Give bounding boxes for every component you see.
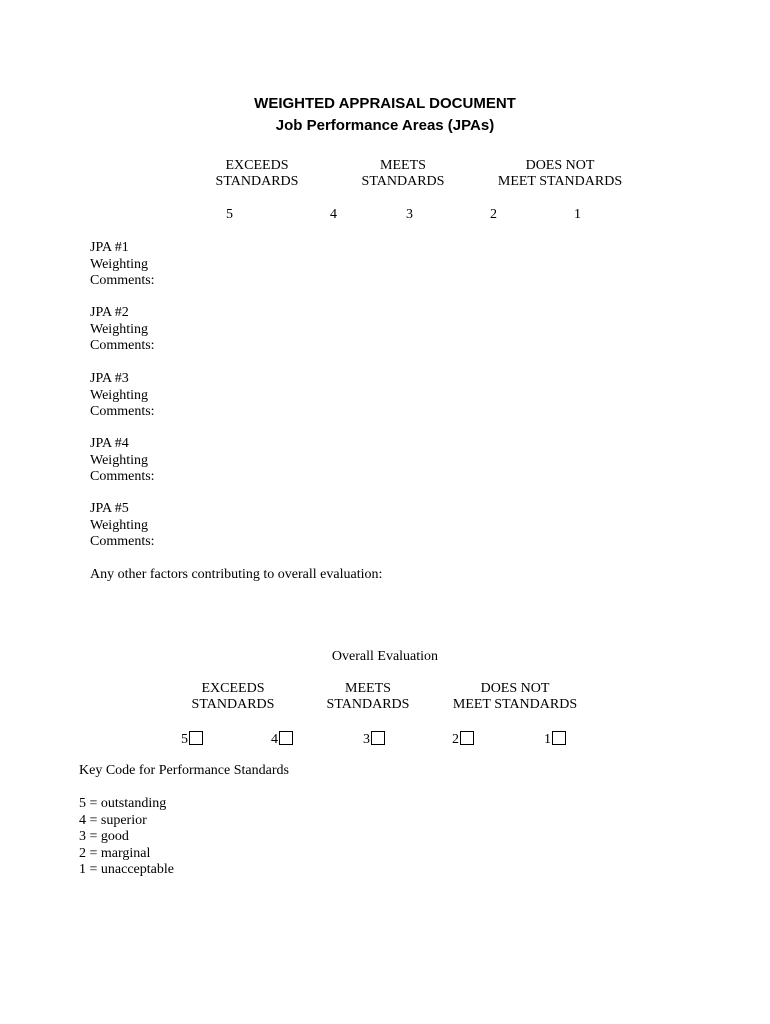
overall-option-2-checkbox[interactable] bbox=[460, 731, 474, 745]
overall-header-does-not-meet-line2: MEET STANDARDS bbox=[452, 697, 578, 712]
jpa-comments: Comments: bbox=[90, 404, 155, 419]
jpa-label: JPA #3 bbox=[90, 371, 129, 386]
jpa-block-2 bbox=[90, 305, 155, 355]
overall-option-1-label: 1 bbox=[544, 732, 551, 747]
top-header-meets-line2: STANDARDS bbox=[361, 174, 445, 189]
overall-option-5-checkbox[interactable] bbox=[189, 731, 203, 745]
overall-option-3 bbox=[363, 731, 385, 748]
overall-option-5 bbox=[181, 731, 203, 748]
top-header-does-not-meet-line1: DOES NOT bbox=[525, 158, 595, 173]
overall-option-1-checkbox[interactable] bbox=[552, 731, 566, 745]
jpa-label: JPA #1 bbox=[90, 240, 129, 255]
document-subtitle: Job Performance Areas (JPAs) bbox=[275, 117, 495, 134]
overall-header-meets-line2: STANDARDS bbox=[326, 697, 410, 712]
top-header-does-not-meet bbox=[480, 158, 640, 190]
key-item: 2 = marginal bbox=[79, 845, 151, 861]
key-list bbox=[79, 796, 174, 879]
jpa-block-5 bbox=[90, 501, 155, 551]
top-header-meets-line1: MEETS bbox=[380, 158, 426, 173]
jpa-weighting: Weighting bbox=[90, 321, 148, 337]
jpa-comments: Comments: bbox=[90, 273, 155, 288]
overall-header-exceeds-line2: STANDARDS bbox=[191, 697, 275, 712]
top-scale-2: 2 bbox=[490, 207, 497, 222]
overall-option-4-label: 4 bbox=[271, 732, 278, 747]
top-header-exceeds-line2: STANDARDS bbox=[215, 174, 299, 189]
top-header-exceeds bbox=[197, 158, 317, 190]
document-title: WEIGHTED APPRAISAL DOCUMENT bbox=[254, 95, 516, 112]
jpa-comments: Comments: bbox=[90, 534, 155, 549]
key-item: 4 = superior bbox=[79, 812, 147, 828]
jpa-block-1 bbox=[90, 240, 155, 290]
overall-option-3-label: 3 bbox=[363, 732, 370, 747]
key-title: Key Code for Performance Standards bbox=[79, 763, 289, 778]
jpa-block-4 bbox=[90, 436, 155, 486]
overall-header-meets-line1: MEETS bbox=[345, 681, 391, 696]
jpa-weighting: Weighting bbox=[90, 517, 148, 533]
overall-option-5-label: 5 bbox=[181, 732, 188, 747]
overall-option-1 bbox=[544, 731, 566, 748]
key-item: 5 = outstanding bbox=[79, 796, 167, 811]
overall-option-4-checkbox[interactable] bbox=[279, 731, 293, 745]
top-header-does-not-meet-line2: MEET STANDARDS bbox=[497, 174, 623, 189]
jpa-block-3 bbox=[90, 371, 155, 421]
jpa-weighting: Weighting bbox=[90, 387, 148, 403]
overall-header-meets bbox=[308, 681, 428, 713]
key-item: 3 = good bbox=[79, 829, 129, 844]
top-scale-5: 5 bbox=[226, 207, 233, 222]
overall-header-exceeds-line1: EXCEEDS bbox=[201, 681, 265, 696]
jpa-label: JPA #2 bbox=[90, 305, 129, 320]
overall-option-3-checkbox[interactable] bbox=[371, 731, 385, 745]
jpa-weighting: Weighting bbox=[90, 256, 148, 272]
top-scale-1: 1 bbox=[574, 207, 581, 222]
top-header-exceeds-line1: EXCEEDS bbox=[225, 158, 289, 173]
jpa-weighting: Weighting bbox=[90, 452, 148, 468]
overall-option-2 bbox=[452, 731, 474, 748]
top-scale-3: 3 bbox=[406, 207, 413, 222]
overall-option-2-label: 2 bbox=[452, 732, 459, 747]
jpa-label: JPA #4 bbox=[90, 436, 129, 451]
jpa-comments: Comments: bbox=[90, 338, 155, 353]
key-item: 1 = unacceptable bbox=[79, 862, 174, 877]
top-scale-4: 4 bbox=[330, 207, 337, 222]
overall-option-4 bbox=[271, 731, 293, 748]
overall-title: Overall Evaluation bbox=[331, 649, 439, 664]
jpa-label: JPA #5 bbox=[90, 501, 129, 516]
overall-header-does-not-meet-line1: DOES NOT bbox=[480, 681, 550, 696]
jpa-comments: Comments: bbox=[90, 469, 155, 484]
overall-header-does-not-meet bbox=[435, 681, 595, 713]
top-header-meets bbox=[343, 158, 463, 190]
other-factors-label: Any other factors contributing to overall evaluation: bbox=[90, 567, 383, 582]
overall-header-exceeds bbox=[173, 681, 293, 713]
